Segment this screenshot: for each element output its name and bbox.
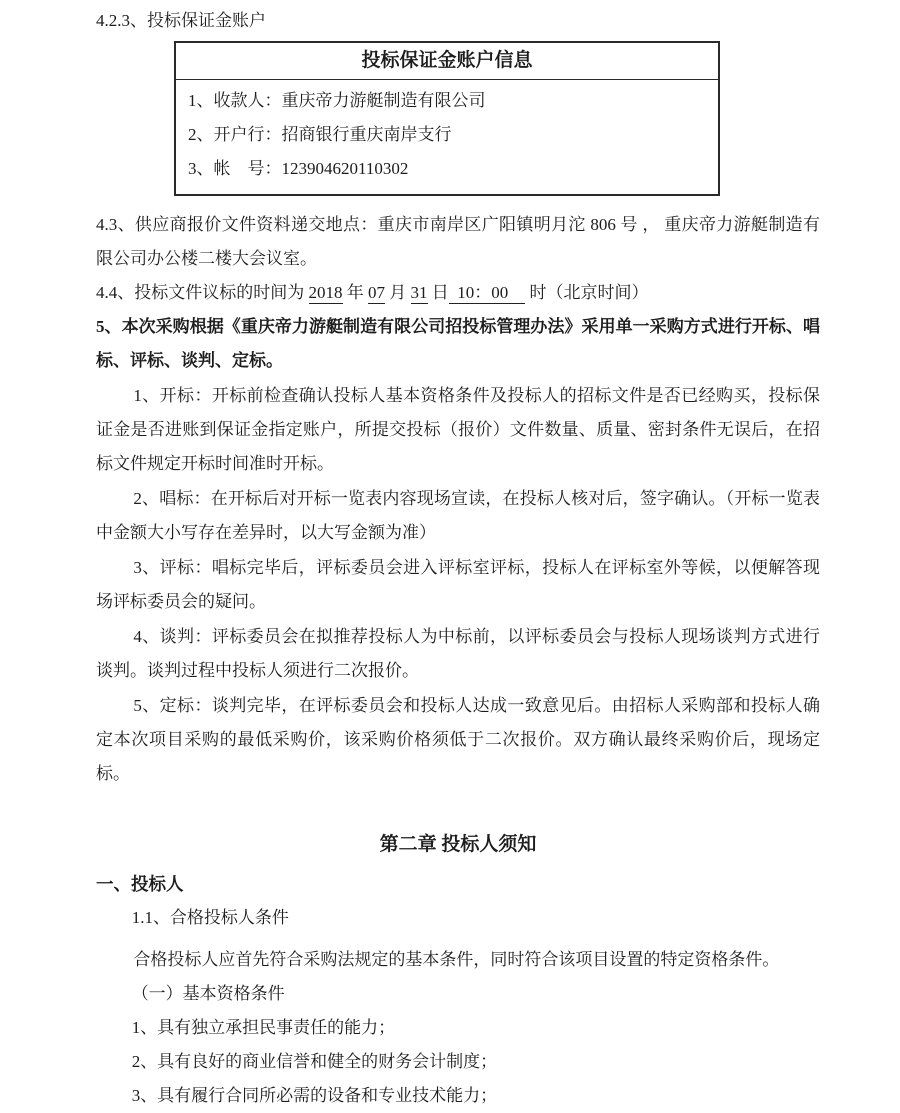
chapter-2-heading: 第二章 投标人须知: [379, 834, 537, 855]
procedure-step-negotiate: 4、谈判：评标委员会在拟推荐投标人为中标前，以评标委员会与投标人现场谈判方式进行谈判。谈判过程中投标人须进行二次报价。: [96, 627, 820, 680]
bid-deposit-bank-row: 2、开户行：招商银行重庆南岸支行: [188, 125, 452, 144]
procedure-step-read-bid: 2、唱标：在开标后对开标一览表内容现场宣读，在投标人核对后，签字确认。（开标一览表中金额大小写存在差异时，以大写金额为准）: [96, 489, 820, 542]
qualified-bidder-intro: 合格投标人应首先符合采购法规定的基本条件，同时符合该项目设置的特定资格条件。: [133, 950, 780, 969]
bid-deposit-account-number-row: 3、帐 号：123904620110302: [188, 159, 409, 178]
basic-qualification-item-1: 1、具有独立承担民事责任的能力；: [131, 1018, 396, 1037]
section-4-3-paragraph: 4.3、供应商报价文件资料递交地点：重庆市南岸区广阳镇明月沱 806 号 ， 重庆帝力游艇制造有限公司办公楼二楼大会议室。: [96, 215, 820, 268]
bid-deposit-table: [174, 41, 720, 196]
bid-date-year-label: 年: [342, 283, 368, 302]
procedure-step-open-bid: 1、开标：开标前检查确认投标人基本资格条件及投标人的招标文件是否已经购买，投标保证金是否进账到保证金指定账户，所提交投标（报价）文件数量、质量、密封条件无误后，在招标文件规定开标时间准时开标。: [96, 386, 820, 473]
bid-date-month-label: 月: [385, 283, 411, 302]
section-4-4-paragraph: [96, 276, 820, 310]
section-1-1-heading: 1.1、合格投标人条件: [131, 908, 289, 927]
basic-qualification-item-2: 2、具有良好的商业信誉和健全的财务会计制度；: [131, 1052, 498, 1071]
section-4-2-3-heading: 4.2.3、投标保证金账户: [96, 11, 266, 30]
bid-deposit-table-body: [176, 80, 718, 194]
bid-deposit-table-title: 投标保证金账户信息: [176, 43, 718, 80]
section-5-paragraph: 5、本次采购根据《重庆帝力游艇制造有限公司招投标管理办法》采用单一采购方式进行开标、唱标、评标、谈判、定标。: [96, 317, 820, 370]
bid-date-day: 31: [410, 283, 428, 302]
bid-date-month: 07: [368, 283, 385, 302]
basic-qualification-item-3: 3、具有履行合同所必需的设备和专业技术能力；: [131, 1086, 498, 1105]
procedure-step-award: 5、定标：谈判完毕，在评标委员会和投标人达成一致意见后。由招标人采购部和投标人确定本次项目采购的最低采购价，该采购价格须低于二次报价。双方确认最终采购价后，现场定标。: [96, 696, 820, 783]
basic-qualification-heading: （一）基本资格条件: [131, 984, 285, 1003]
bid-time-prefix: 4.4、投标文件议标的时间为: [96, 283, 309, 302]
bid-date-day-label: 日: [427, 283, 449, 302]
bid-date-year: 2018: [308, 283, 343, 302]
section-1-bidders-heading: 一、投标人: [96, 874, 184, 894]
bid-time-suffix: 时（北京时间）: [525, 283, 649, 302]
bid-deposit-payee-row: 1、收款人：重庆帝力游艇制造有限公司: [188, 91, 486, 110]
procedure-step-evaluate-bid: 3、评标：唱标完毕后，评标委员会进入评标室评标，投标人在评标室外等候，以便解答现场评标委员会的疑问。: [96, 558, 820, 611]
bid-time-value: 10：00: [448, 283, 526, 302]
